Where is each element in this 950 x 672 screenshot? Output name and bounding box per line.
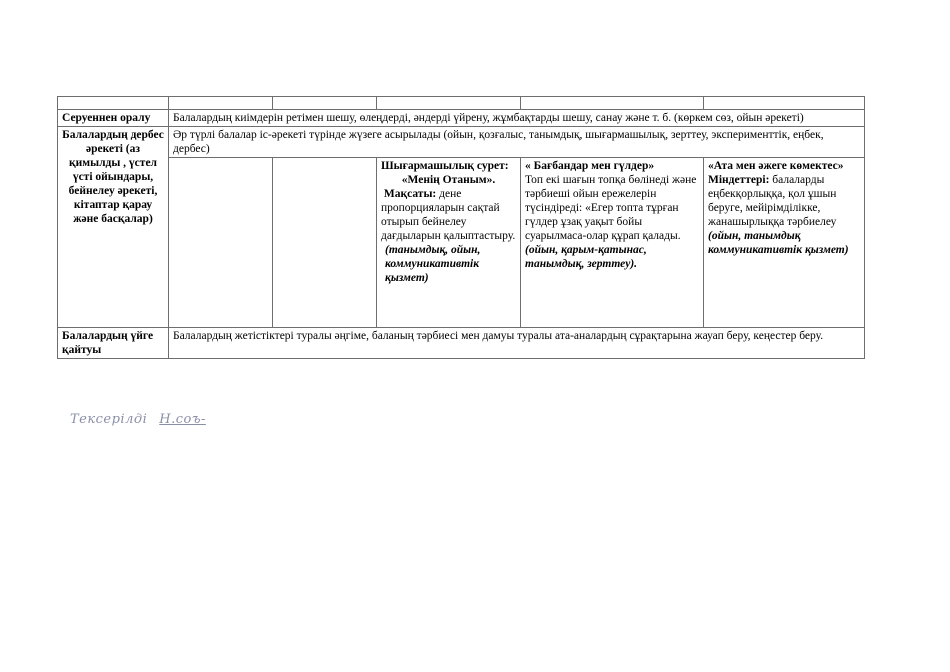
help-tags: (ойын, танымдық коммуникативтік қызмет) [708, 230, 849, 256]
drawing-goal [381, 187, 516, 243]
drawing-title: Шығармашылық сурет: [381, 160, 509, 172]
empty-cell [58, 97, 169, 110]
gardeners-text: Топ екі шағын топқа бөлінеді және тәрбиеші ойын ережелерін түсіндіреді: «Егер топта тұрған гүлдер ұзақ уақыт бойы суарылмаса-олар құрап қалады. [525, 174, 697, 242]
drawing-tags: (танымдық, ойын, коммуникативтік қызмет) [385, 244, 481, 284]
empty-cell [704, 97, 865, 110]
walk-return-text: Балалардың киімдерін ретімен шешу, өлеңдерді, әндерді үйрену, жұмбақтарды шешу, санау және т. б. (көркем сөз, ойын әрекеті) [169, 110, 865, 127]
empty-cell [377, 97, 521, 110]
empty-cell [169, 158, 273, 328]
goal-text: дене пропорцияларын сақтай отырып бейнелеу дағдыларын қалыптастыру. [381, 188, 516, 242]
walk-return-title: Серуеннен оралу [58, 110, 169, 127]
independent-text: Әр түрлі балалар іс-әрекеті түрінде жүзеге асырылады (ойын, қозғалыс, танымдық, шығармашылық, зерттеу, эксперименттік, еңбек, дербес) [169, 127, 865, 158]
go-home-title: Балалардың үйге қайтуы [58, 328, 169, 359]
table-row-empty [58, 97, 865, 110]
tasks-text: балаларды еңбекқорлыққа, қол ұшын беруге, мейірімділікке, жанашырлыққа тәрбиелеу [708, 174, 837, 228]
tasks-label: Міндеттері: [708, 174, 770, 186]
signature-text: Тексерілді [70, 412, 148, 427]
table-row-activities [58, 158, 865, 328]
plan-table [57, 96, 865, 359]
activity-cell-gardeners [521, 158, 704, 328]
table-row-go-home [58, 328, 865, 359]
independent-title: Балалардың дербес әрекеті (аз қимылды , үстел үсті ойындары, бейнелеу әрекеті, кітаптар қарау және басқалар) [58, 127, 169, 328]
gardeners-tags: (ойын, қарым-қатынас, танымдық, зерттеу). [525, 244, 647, 270]
empty-cell [169, 97, 273, 110]
activity-cell-drawing [377, 158, 521, 328]
drawing-subtitle: «Менің Отаным». [401, 174, 496, 186]
help-tasks [708, 173, 860, 229]
go-home-text: Балалардың жетістіктері туралы әңгіме, баланың тәрбиесі мен дамуы туралы ата-аналардың сұрақтарына жауап беру, кеңестер беру. [169, 328, 865, 359]
table-row-walk-return [58, 110, 865, 127]
empty-cell [521, 97, 704, 110]
empty-cell [273, 97, 377, 110]
help-title: «Ата мен әжеге көмектес» [708, 160, 844, 172]
goal-label: Мақсаты: [383, 188, 437, 200]
gardeners-title: « Бағбандар мен гүлдер» [525, 160, 655, 172]
empty-cell [273, 158, 377, 328]
signature [70, 412, 206, 427]
activity-cell-help-grandparents [704, 158, 865, 328]
signature-mark: Н.соъ- [159, 412, 206, 427]
table-row-independent [58, 127, 865, 158]
